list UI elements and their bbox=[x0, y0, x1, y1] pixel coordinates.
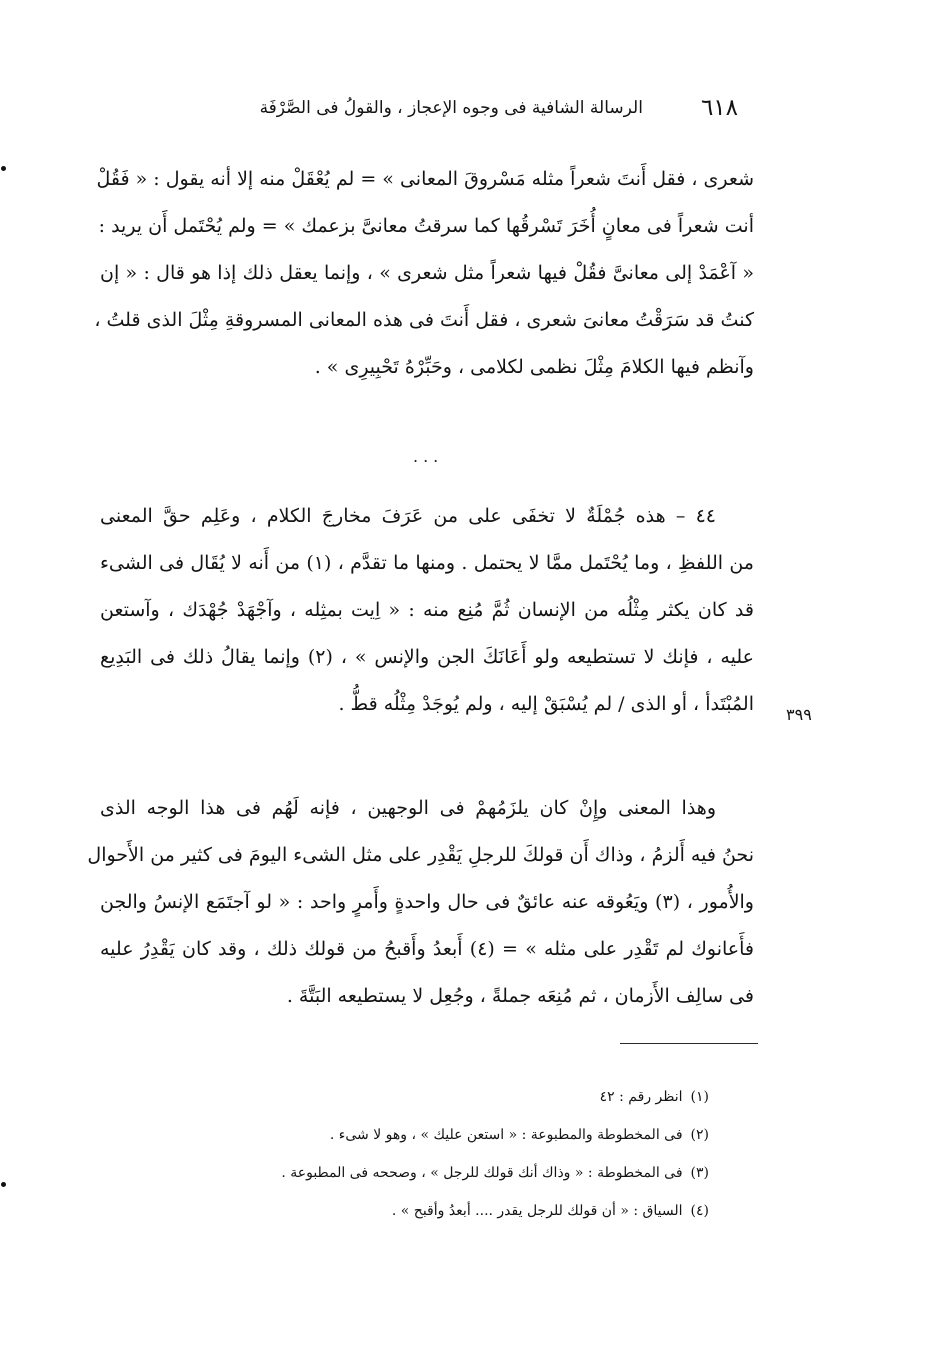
footnote-2 bbox=[281, 1116, 709, 1154]
footnote-text: فى المخطوطة : « وذاك أنك قولك للرجل » ، وصححه فى المطبوعة . bbox=[281, 1165, 683, 1181]
footnote-text: انظر رقم : ٤٢ bbox=[599, 1089, 683, 1105]
paragraph-section-44 bbox=[100, 493, 754, 728]
margin-page-reference: ٣٩٩ bbox=[786, 705, 812, 724]
text-line: فى سالِف الأَزمان ، ثم مُنِعَه جملةً ، وجُعِل لا يستطيعه البَتَّةَ . bbox=[286, 985, 754, 1007]
text-line: فأَعانوك لم تَقْدِر على مثله » = (٤) أَبعدُ وأَقبحُ من قولك ذلك ، وقد كان يَقْدِرُ عليه bbox=[100, 938, 755, 960]
paragraph-continuation bbox=[94, 156, 754, 391]
running-title: الرسالة الشافية فى وجوه الإعجاز ، والقولُ فى الصَّرْفَة bbox=[259, 98, 643, 118]
scan-speck bbox=[1, 166, 6, 171]
footnote-1 bbox=[281, 1078, 709, 1116]
section-separator: ... bbox=[413, 447, 444, 466]
footnote-text: السياق : « أن قولك للرجل يقدر .... أبعدُ وأقبح » . bbox=[391, 1203, 683, 1219]
text-line: عليه ، فإنك لا تستطيعه ولو أَعَانَكَ الجن والإنس » ، (٢) وإنما يقالُ ذلك فى البَدِيع bbox=[100, 646, 754, 668]
text-line: من اللفظِ ، وما يُحْتَمل ممَّا لا يحتمل . ومنها ما تقدَّم ، (١) من أَنه لا يُقَال فى الشىء bbox=[100, 552, 754, 574]
page-number: ٦١٨ bbox=[700, 95, 738, 121]
scan-speck bbox=[1, 1182, 6, 1187]
footnote-number: (٢) bbox=[690, 1127, 709, 1143]
footnote-number: (٤) bbox=[690, 1203, 709, 1219]
footnote-text: فى المخطوطة والمطبوعة : « استعن عليك » ، وهو لا شىء . bbox=[329, 1127, 683, 1143]
footnote-number: (٣) bbox=[690, 1165, 709, 1181]
text-line: « آعْمَدْ إلى معانىَّ فقُلْ فيها شعراً مثل شعرى » ، وإنما يعقل ذلك إذا هو قال : « إن bbox=[100, 262, 754, 284]
text-line: المُبْتَدأ ، أو الذى / لم يُسْبَقْ إليه ، ولم يُوجَدْ مِثْلُه قطُّ . bbox=[338, 693, 754, 715]
text-line: والأُمور ، (٣) ويَعُوقه عنه عائقٌ فى حال واحدةٍ وأَمرٍ واحد : « لو آجتَمَع الإنسُ والجن bbox=[100, 891, 754, 913]
text-line: قد كان يكثر مِثْلُه من الإنسان ثُمَّ مُنِع منه : « اِيت بمثِله ، وآجْهَدْ جُهْدَك ، وآستعن bbox=[100, 599, 754, 621]
text-line: نحنُ فيه أَلزمُ ، وذاك أَن قولكَ للرجلِ يَقْدِر على مثل الشىء اليومَ فى كثير من الأَحوال bbox=[87, 844, 754, 866]
page-header bbox=[238, 88, 738, 128]
footnote-rule bbox=[620, 1043, 758, 1044]
paragraph-argument bbox=[87, 785, 755, 1020]
text-line: كنتُ قد سَرَقْتُ معانىَ شعرى ، فقل أَنتَ فى هذه المعانى المسروقةِ مِثْلَ الذى قلتُ ، bbox=[94, 309, 754, 331]
text-line: وهذا المعنى وإِنْ كان يلزَمُهمْ فى الوجهين ، فإنه لَهُم فى هذا الوجه الذى bbox=[100, 797, 716, 819]
footnote-number: (١) bbox=[690, 1089, 709, 1105]
text-line: أنت شعراً فى معانٍ أُخَرَ تَسْرقُها كما سرقتُ معانىَّ بزعمك » = ولم يُحْتَمل أَن يريد : bbox=[98, 215, 754, 237]
text-line: ٤٤ – هذه جُمْلَةٌ لا تخفَى على من عَرَفَ مخارجَ الكلام ، وعَلِم حقَّ المعنى bbox=[100, 505, 716, 527]
text-line: وآنظم فيها الكلامَ مِثْلَ نظمى لكلامى ، وحَبِّرْهُ تَحْبِيرِى » . bbox=[314, 356, 754, 378]
footnote-3 bbox=[281, 1154, 709, 1192]
text-line: شعرى ، فقل أَنتَ شعراً مثله مَسْروقَ المعانى » = لم يُعْقَلْ منه إلا أنه يقول : « فَقُلْ bbox=[96, 168, 754, 190]
footnote-4 bbox=[281, 1192, 709, 1230]
footnotes bbox=[281, 1078, 709, 1230]
